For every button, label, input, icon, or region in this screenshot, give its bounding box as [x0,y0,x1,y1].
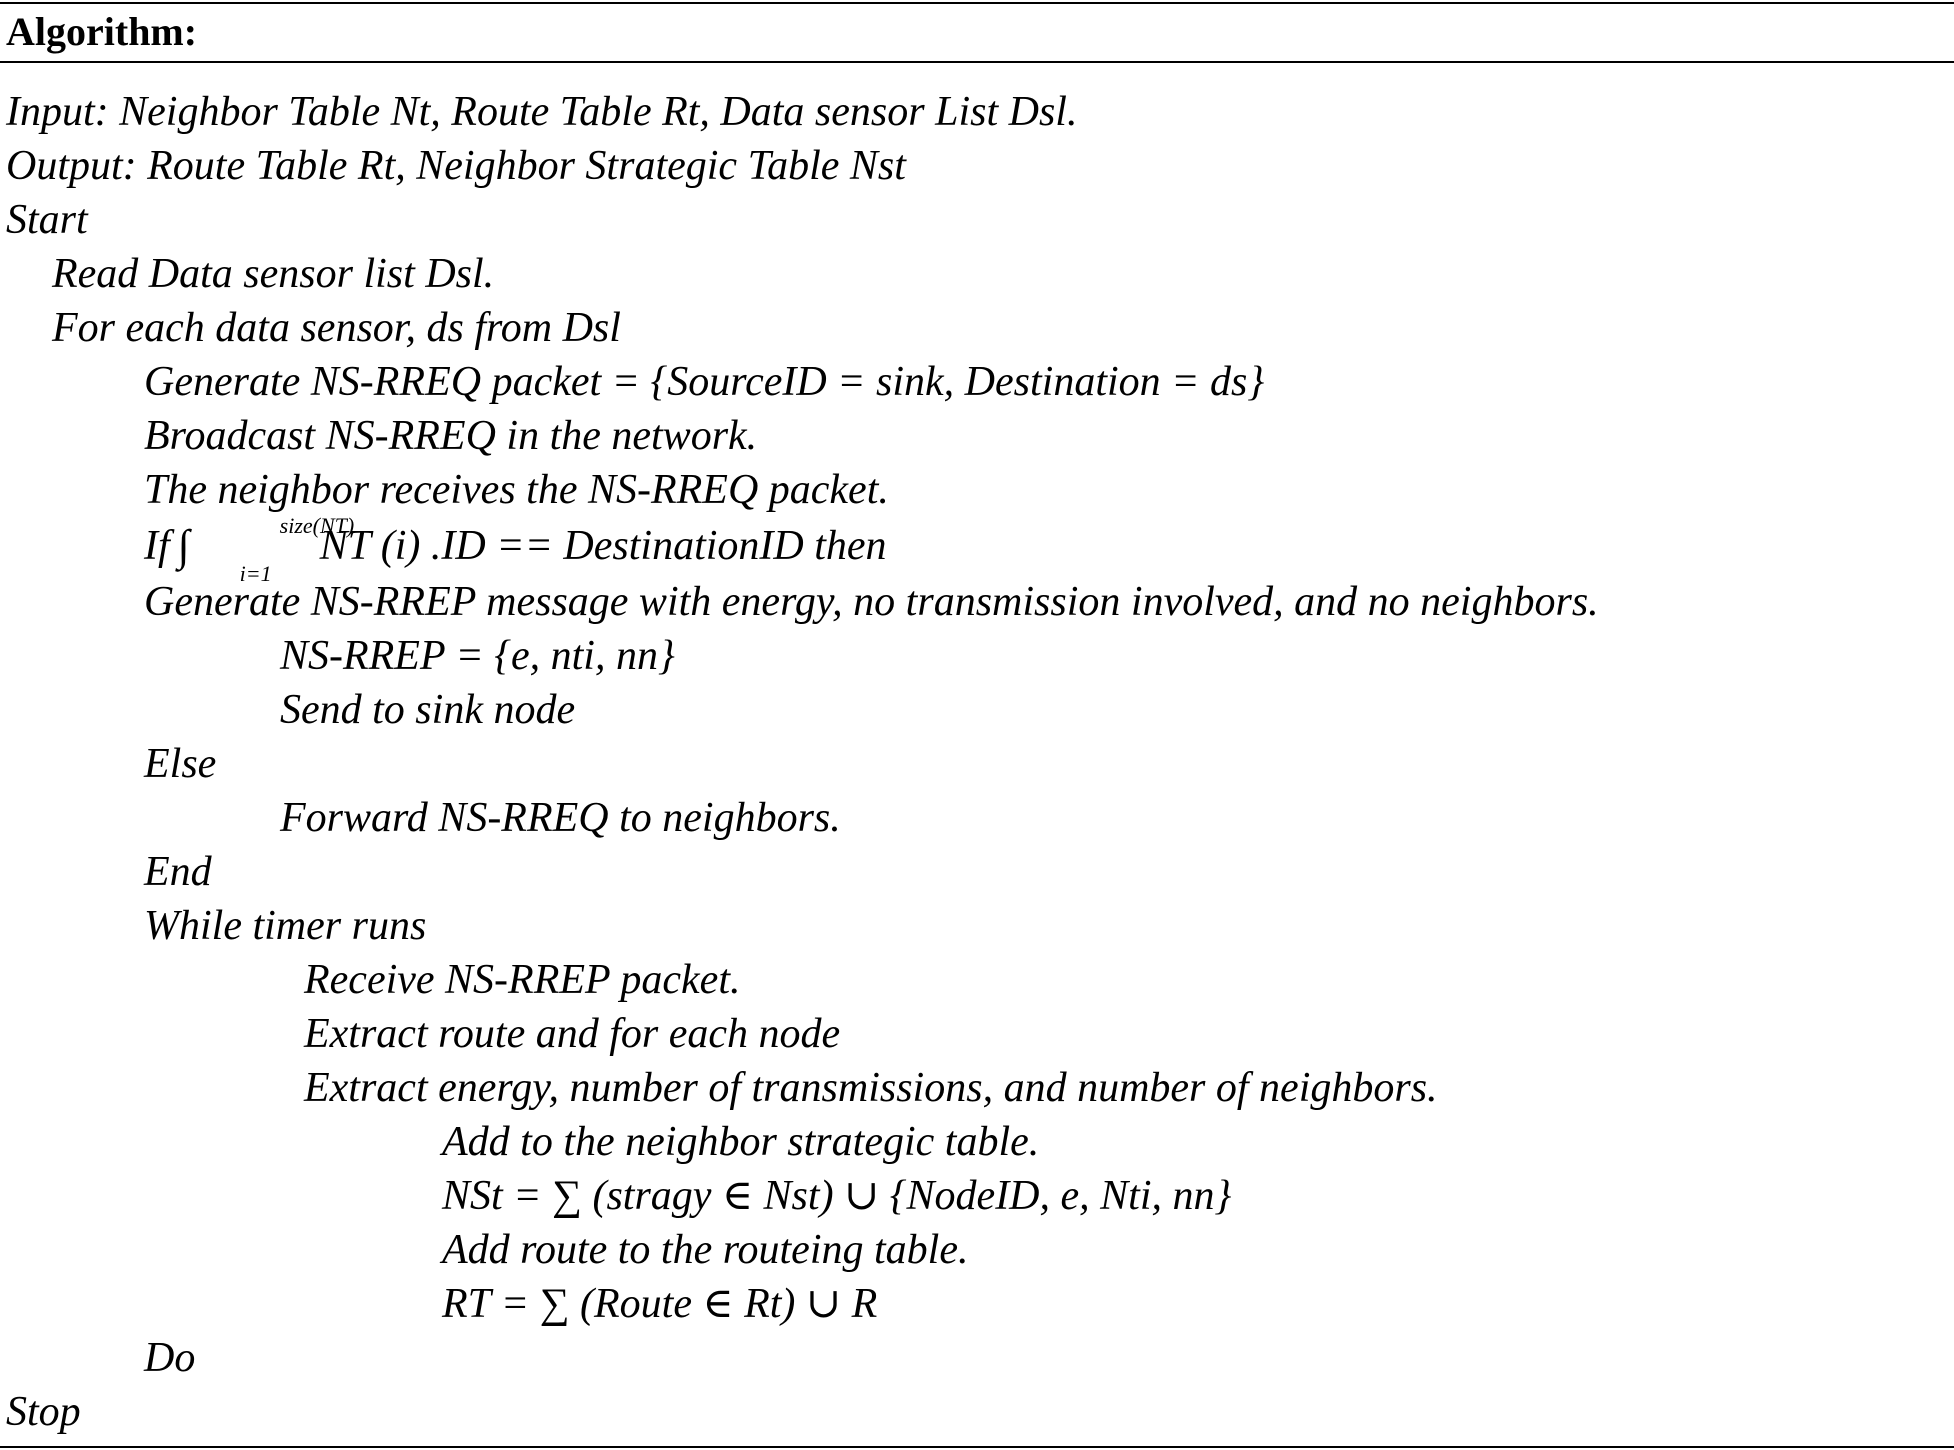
bottom-rule [0,1446,1954,1448]
extract-energy-line: Extract energy, number of transmissions, and number of neighbors. [304,1065,1438,1111]
send-sink-line: Send to sink node [280,687,576,733]
integral-lower-limit: i=1 [239,561,272,586]
end-line: End [144,849,212,895]
generate-rreq-line: Generate NS-RREQ packet = {SourceID = sink, Destination = ds} [144,359,1265,405]
if-keyword: If [144,523,170,569]
top-rule [0,2,1954,4]
stop-line: Stop [6,1389,81,1435]
if-condition: NT (i) .ID == DestinationID then [319,523,887,569]
algorithm-header: Algorithm: [6,9,198,54]
header-rule [0,61,1954,63]
receive-rrep-line: Receive NS-RREP packet. [304,957,741,1003]
integral-sign: ∫ [177,521,190,570]
integral-upper-limit: size(NT) [279,513,355,538]
rt-formula-line: RT = ∑ (Route ∈ Rt) ∪ R [442,1281,878,1327]
integral-expression [170,513,355,586]
for-each-line: For each data sensor, ds from Dsl [52,305,621,351]
add-strategic-line: Add to the neighbor strategic table. [442,1119,1040,1165]
broadcast-line: Broadcast NS-RREQ in the network. [144,413,758,459]
forward-line: Forward NS-RREQ to neighbors. [280,795,841,841]
generate-rrep-line: Generate NS-RREP message with energy, no transmission involved, and no neighbors. [144,579,1599,625]
input-line: Input: Neighbor Table Nt, Route Table Rt, Data sensor List Dsl. [6,89,1078,135]
nst-formula-line: NSt = ∑ (stragy ∈ Nst) ∪ {NodeID, e, Nti, nn} [442,1173,1232,1219]
rrep-definition-line: NS-RREP = {e, nti, nn} [280,633,675,679]
if-line [144,513,887,586]
extract-route-line: Extract route and for each node [304,1011,841,1057]
while-line: While timer runs [144,903,427,949]
else-line: Else [144,741,217,787]
start-line: Start [6,197,88,243]
output-line: Output: Route Table Rt, Neighbor Strategic Table Nst [6,143,906,189]
neighbor-receives-line: The neighbor receives the NS-RREQ packet. [144,467,889,513]
do-line: Do [144,1335,196,1381]
add-route-line: Add route to the routeing table. [442,1227,969,1273]
read-line: Read Data sensor list Dsl. [52,251,495,297]
